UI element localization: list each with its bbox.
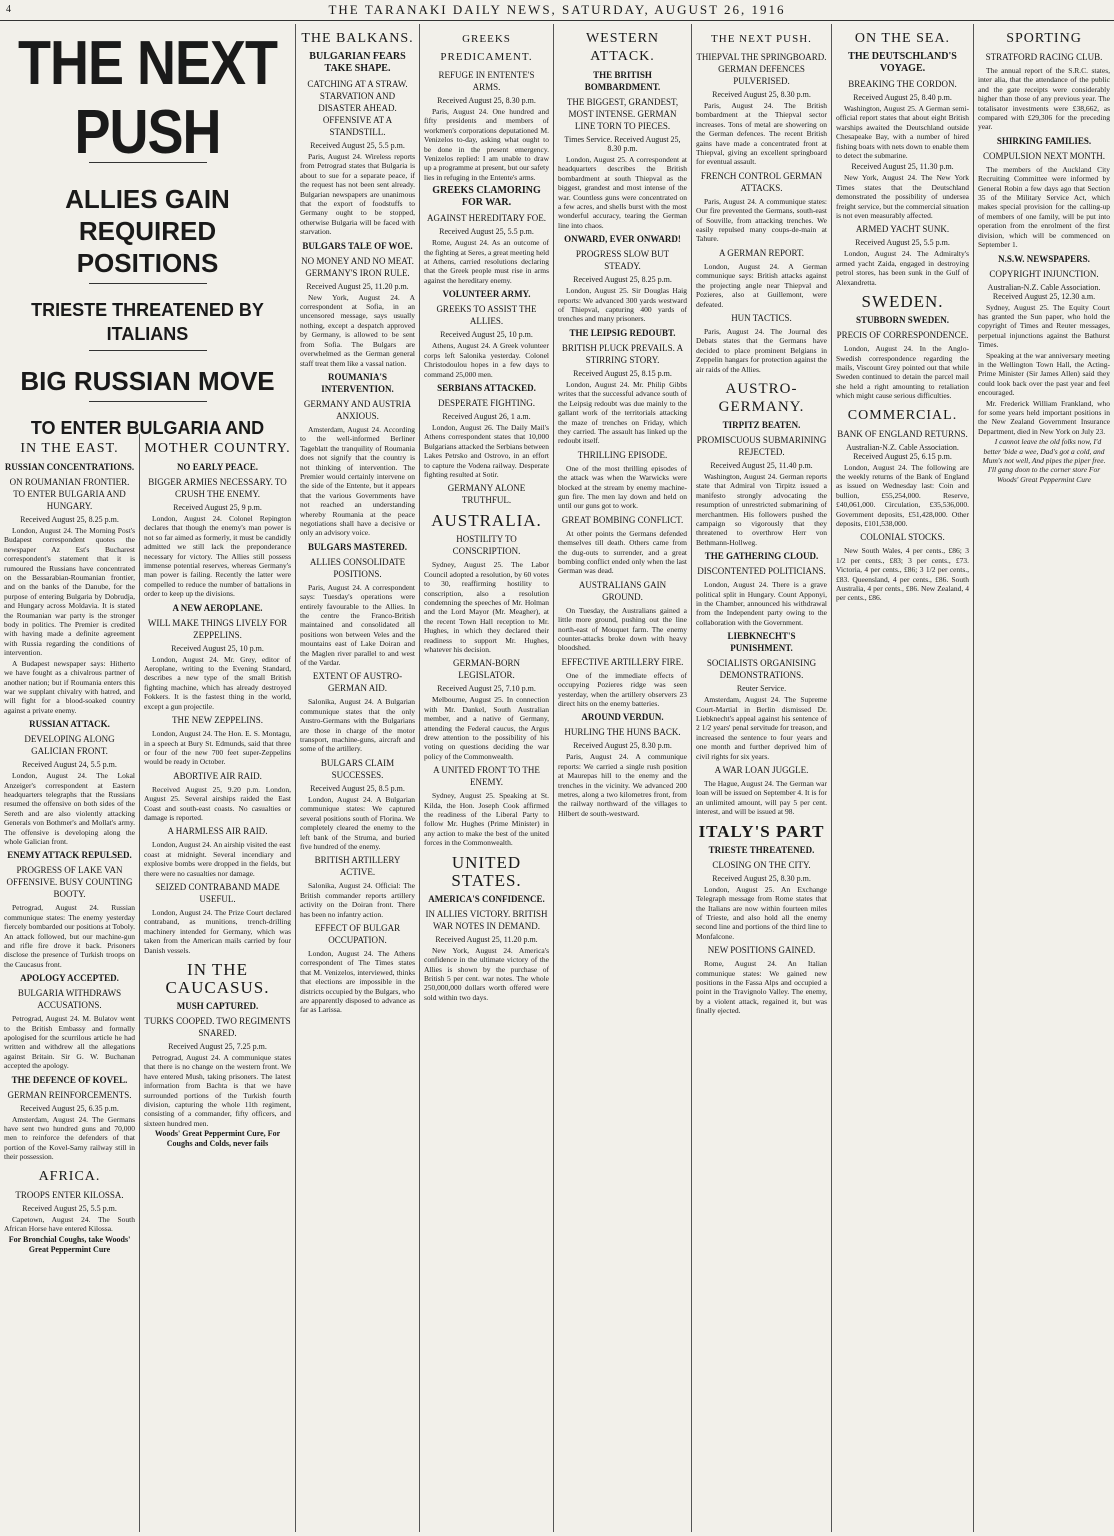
article-heading: AROUND VERDUN. xyxy=(581,712,664,723)
article-body: Received August 25, 9.20 p.m. London, August 25. Several airships raided the East Coast and south-east coasts. No casualties or damage is reported. xyxy=(144,784,291,822)
received-line: Received August 25, 8.30 p.m. xyxy=(437,96,536,105)
article-heading: ENEMY ATTACK REPULSED. xyxy=(7,850,132,861)
article-heading: BULGARIAN FEARS TAKE SHAPE. xyxy=(309,51,406,74)
section-heading: THE NEXT PUSH. xyxy=(711,33,812,45)
article-body: Sydney, August 25. The Labor Council adopted a resolution, by 60 votes to 30, reaffirming hostility to conscription, also a resolution condemning the speeches of Mr. Holman and the Lord Mayor (Mr. Meagher), at the recent Town Hall reception to Mr. Hughes, in which they declared their readiness to support Mr. Hughes, whatever his decision. xyxy=(424,560,549,654)
article-subheading: BIGGER ARMIES NECESSARY. TO CRUSH THE ENEMY. xyxy=(148,477,287,499)
article-body: London, August 25. Sir Douglas Haig reports: We advanced 300 yards westward of Thiepval, capturing 400 yards of trenches and many prisoners. xyxy=(558,286,687,324)
article-body: Melbourne, August 25. In connection with Mr. Dankel, South Australian member, and a native of Germany, attending the Federal caucus, the Argus drew attention to the possibility of his voting on questions deciding the war policy of the Commonwealth. xyxy=(424,695,549,761)
article-body: Petrograd, August 24. Russian communique states: The enemy yesterday fiercely bombarded our positions at Toboly. An attack followed, but our machine-gun and rifle fire drove it back. Prisoners disclose the presence of Turkish troops on the Caucasus front. xyxy=(4,903,135,969)
section-heading: AUSTRALIA. xyxy=(431,511,542,531)
received-line: Received August 25, 9 p.m. xyxy=(173,503,262,512)
column-4 xyxy=(420,24,554,1532)
article-heading: EXTENT OF AUSTRO-GERMAN AID. xyxy=(312,671,403,694)
article-body: Paris, August 24. A correspondent says: Tuesday's operations were entirely favourable to the Allies. In the centre the Franco-British maintained and consolidated all positions won between Veles and the mountains east of Lake Doiran and the Maglen river parallel to and west of the Vardar. xyxy=(300,582,415,668)
main-headline: THE NEXT PUSH xyxy=(17,29,278,167)
article-heading: APOLOGY ACCEPTED. xyxy=(20,973,119,984)
article-heading: THRILLING EPISODE. xyxy=(577,449,668,460)
article-body: Washington, August 24. German reports state that Admiral von Tirpitz issued a manifesto strongly advocating the resumption of unrestricted submarining of merchantmen. His followers pushed the campaign so vigorously that they threatened to overthrow Herr von Bethmann-Hollweg. xyxy=(696,471,827,547)
article-body: Sydney, August 25. The Equity Court has granted the Sun paper, who hold the copyright of Times and Reuter messages, perpetual injunctions against the Bathurst Times. xyxy=(978,302,1110,350)
received-line: Received August 25, 10 p.m. xyxy=(171,643,264,653)
article-body: Petrograd, August 24. A communique states that there is no change on the western front. We have entered Mush, taking prisoners. The latest information from Bachta is that we have surrounded portions of the Turkish fourth division, capturing the whole 11th regiment, consisting of a commander, fifty officers, and sixteen hundred men. xyxy=(144,1053,291,1128)
divider xyxy=(89,350,207,351)
article-subheading: TURKS COOPED. TWO REGIMENTS SNARED. xyxy=(144,1016,291,1038)
article-subheading: COPYRIGHT INJUNCTION. xyxy=(989,268,1099,279)
section-heading: AFRICA. xyxy=(38,1168,101,1184)
article-heading: ONWARD, EVER ONWARD! xyxy=(564,234,681,245)
article-body: Athens, August 24. A Greek volunteer corps left Salonika yesterday. Colonel Christodoulou hopes in a few days to command 25,000 men. xyxy=(424,341,549,379)
article-body: The Hague, August 24. The German war loan will be issued on September 4. It is for an unlimited amount, will pay 5 per cent. interest, and will be issued at 98. xyxy=(696,779,827,817)
received-line: Received August 25, 8.5 p.m. xyxy=(310,783,405,793)
article-subheading: IN ALLIES VICTORY. BRITISH WAR NOTES IN DEMAND. xyxy=(425,908,548,931)
article-heading: COLONIAL STOCKS. xyxy=(860,532,945,543)
article-subheading: BRITISH PLUCK PREVAILS. A STIRRING STORY. xyxy=(561,342,684,365)
article-body: London, August 25. An Exchange Telegraph message from Rome states that the Italians are now within fourteen miles of Trieste, and also hold all the enemy second line and portions of the third line to Monfalcone. xyxy=(696,884,827,941)
article-heading: TIRPITZ BEATEN. xyxy=(722,419,801,430)
received-line: Received August 25, 5.5 p.m. xyxy=(22,1203,117,1213)
article-body: London, August 24. The Admiralty's armed yacht Zaida, engaged in destroying petrol stores, has been sunk in the Gulf of Alexandretta. xyxy=(836,249,969,287)
article-heading: SHIRKING FAMILIES. xyxy=(996,135,1092,146)
article-heading: ROUMANIA'S INTERVENTION. xyxy=(321,371,394,394)
article-body: Amsterdam, August 24. The Supreme Court-Martial in Berlin dismissed Dr. Liebknecht's appeal against his sentence of 2 1/2 years' penal servitude for treason, and increased the sentence to four years and one month and further deprived him of civil rights for six years. xyxy=(696,695,827,761)
received-line: Australian-N.Z. Cable Association. Received August 25, 12.30 a.m. xyxy=(987,282,1101,301)
article-body: Paris, August 24. A communique reports: We carried a single rush position at Maurepas hill to the enemy and the trenches in the vicinity. We advanced 200 metres, along a two kilometres front, from the railway northward of the villages to Hilbert de south-westward. xyxy=(558,752,687,818)
received-line: Received August 25, 8.30 p.m. xyxy=(573,741,672,751)
advertisement-poem: I cannot leave the old folks now, I'd better 'bide a wee, Dad's got a cold, and Mum's not well, And pipes the piper free. I'll gang doon to the corner store For Woods' Great Peppermint Cure xyxy=(982,437,1106,484)
article-heading: SERBIANS ATTACKED. xyxy=(437,382,536,393)
article-body: Paris, August 24. The Journal des Debats states that the Germans have decided to place prominent Belgians in Zeppelin hangars for protection against the air raids of the Allies. xyxy=(696,326,827,374)
advertisement: Woods' Great Peppermint Cure, For Coughs and Colds, never fails xyxy=(154,1129,281,1149)
article-body: London, August 24. The Athens correspondent of The Times states that M. Venizelos, interviewed, thinks that elections are impossible in the districts occupied by the Bulgars, who are apparently disposed to advance as far as Larissa. xyxy=(300,948,415,1015)
article-subheading: GERMAN REINFORCEMENTS. xyxy=(7,1089,132,1100)
article-body: London, August 26. The Daily Mail's Athens correspondent states that 10,000 Bulgarians attacked the Serbians between Lakes Petrsko and Ostrovo, in an effort to capture the Vodena railway. Desperate fighting resulted at Sotir. xyxy=(424,422,549,479)
advertisement: For Bronchial Coughs, take Woods' Great Peppermint Cure xyxy=(8,1234,131,1254)
article-body: One of the immediate effects of occupying Pozieres ridge was seen yesterday, when the artillery observers 23 direct hits on the enemy batteries. xyxy=(558,670,687,709)
article-heading: A UNITED FRONT TO THE ENEMY. xyxy=(433,765,540,788)
article-heading: EFFECT OF BULGAR OCCUPATION. xyxy=(314,922,401,945)
article-body: Petrograd, August 24. M. Bulatov went to the British Embassy and formally apologised for the scurrilous article he had written and withdrew all the allegations against Britain. Sir G. W. Buchanan accepted the apology. xyxy=(4,1014,135,1071)
divider xyxy=(89,401,207,402)
section-heading: SWEDEN. xyxy=(861,292,944,312)
received-line: Received August 25, 11.40 p.m. xyxy=(710,460,813,470)
page-number: 4 xyxy=(6,4,11,15)
article-heading: TRIESTE THREATENED. xyxy=(708,844,815,855)
received-line: Received August 25, 10 p.m. xyxy=(440,330,533,340)
deck-allies: ALLIES GAIN REQUIRED POSITIONS xyxy=(65,184,230,278)
section-heading: UNITED STATES. xyxy=(451,852,522,890)
article-heading: THE NEW ZEPPELINS. xyxy=(171,715,264,726)
article-subheading: PRECIS OF CORRESPONDENCE. xyxy=(836,330,969,341)
article-subheading: AGAINST HEREDITARY FOE. xyxy=(426,213,547,224)
article-body: Paris, August 24. A communique states: Our fire prevented the Germans, south-east of Souville, from attacking trenches. We easily repulsed many coups-de-main at Tahure. xyxy=(696,196,827,244)
article-heading: A GERMAN REPORT. xyxy=(718,247,805,258)
article-body: London, August 24. The Lokal Anzeiger's correspondent at Eastern headquarters telegraphs that the Russians resumed the offensive on both sides of the Sereth and are also violently attacking Generals von Bothmer's and Mollat's army. The offensive is developing along the whole Galician front. xyxy=(4,771,135,846)
article-body: Speaking at the war anniversary meeting in the Wellington Town Hall, the Acting-Prime Minister (Sir James Allen) said they could look back over the past year and feel encouraged. xyxy=(978,350,1110,398)
article-heading: THE GATHERING CLOUD. xyxy=(704,551,819,562)
section-heading: IN THE CAUCASUS. xyxy=(165,960,270,997)
column-6 xyxy=(692,24,832,1532)
article-body: London, August 24. The following are the weekly returns of the Bank of England as issued on Wednesday last: Coin and bullion, £55,254,000. Reserve, £40,061,000. Circulation, £35,536,000. Government deposits, £51,428,000. Other deposits, £101,538,000. xyxy=(836,462,969,528)
article-heading: BULGARS CLAIM SUCCESSES. xyxy=(320,757,395,780)
article-body: London, August 25. A correspondent at headquarters describes the British bombardment at south Thiepval as the biggest, grandest and most intense of the war. Countless guns were concentrated on a few acres, and shells burst with the most wonderful accuracy, tearing the German line into chaos. xyxy=(558,155,687,230)
column-8 xyxy=(974,24,1114,1532)
article-body: Rome, August 24. An Italian communique states: We gained new positions in the Fassa Alps and occupied a point in the Travignolo Valley. The enemy, by a violent attack, regained it, but was finally ejected. xyxy=(696,959,827,1016)
section-heading: MOTHER COUNTRY. xyxy=(144,441,291,456)
article-heading: BRITISH ARTILLERY ACTIVE. xyxy=(314,855,401,878)
article-body: Paris, August 24. Wireless reports from Petrograd states that Bulgaria is about to sue for a separate peace, if the request has not been sent already. Bulgarian newspapers are unanimous that the export of foodstuffs to Germany ought to be stopped, otherwise Bulgaria will be faced with starvation. xyxy=(300,152,415,237)
article-subheading: DESPERATE FIGHTING. xyxy=(437,397,535,408)
article-body: London, August 24. Mr. Philip Gibbs writes that the successful advance south of the Leipsig redoubt was due mainly to the gallant work of the territorials attacking the maze of trenches on Friday, which they carried. The assault has linked up the redoubt itself. xyxy=(558,379,687,446)
article-heading: FRENCH CONTROL GERMAN ATTACKS. xyxy=(700,170,823,193)
article-subheading: SOCIALISTS ORGANISING DEMONSTRATIONS. xyxy=(706,658,817,681)
article-subheading: BULGARIA WITHDRAWS ACCUSATIONS. xyxy=(17,988,122,1011)
column-1 xyxy=(0,434,140,1532)
article-heading: STUBBORN SWEDEN. xyxy=(855,315,950,326)
article-body: The annual report of the S.R.C. states, inter alia, that the attendance of the public and the gate receipts were considerably higher than those of any previous year. The totalisator investments were £38,662, as compared with £29,306 for the preceding year. xyxy=(978,66,1110,132)
article-subheading: PROMISCUOUS SUBMARINING REJECTED. xyxy=(696,434,827,457)
article-body: London, August 24. In the Anglo-Swedish correspondence regarding the mails, Viscount Grey pointed out that while Sweden continued to detain the parcel mail she held a right amounting to retaliation which might cause serious difficulties. xyxy=(836,344,969,401)
column-7 xyxy=(832,24,974,1532)
received-line: Received August 25, 8.25 p.m. xyxy=(20,515,119,524)
article-body: London, August 24. There is a grave political split in Hungary. Count Apponyi, in the Chamber, announced his withdrawal from the Independent party owing to the collaboration with the Government. xyxy=(696,580,827,627)
received-line: Received August 25, 11.20 p.m. xyxy=(435,934,538,944)
column-2 xyxy=(140,434,296,1532)
article-heading: EFFECTIVE ARTILLERY FIRE. xyxy=(561,656,684,667)
article-heading: THE DEFENCE OF KOVEL. xyxy=(11,1074,128,1085)
article-body: Sydney, August 25. Speaking at St. Kilda, the Hon. Joseph Cook affirmed the readiness of the Liberal Party to follow Mr. Hughes (Prime Minister) in any action to make the best of the united forces in the Commonwealth. xyxy=(424,791,549,848)
article-subheading: GREEKS TO ASSIST THE ALLIES. xyxy=(436,304,537,327)
article-heading: GERMANY ALONE TRUTHFUL. xyxy=(447,483,526,506)
received-line: Received August 25, 8.30 p.m. xyxy=(712,90,811,99)
received-line: Received August 25, 6.35 p.m. xyxy=(20,1103,119,1113)
deck-trieste: TRIESTE THREATENED BY ITALIANS xyxy=(31,300,264,344)
article-heading: AMERICA'S CONFIDENCE. xyxy=(428,893,545,904)
article-heading: ABORTIVE AIR RAID. xyxy=(173,770,262,781)
article-heading: N.S.W. NEWSPAPERS. xyxy=(998,253,1090,264)
deck-russian: BIG RUSSIAN MOVE xyxy=(20,366,275,396)
article-heading: AUSTRALIANS GAIN GROUND. xyxy=(578,579,667,602)
main-headline-block xyxy=(0,24,296,434)
article-heading: BULGARS TALE OF WOE. xyxy=(302,240,413,251)
article-heading: GREEKS CLAMORING FOR WAR. xyxy=(432,185,541,209)
article-body: A Budapest newspaper says: Hitherto we have fought as a chivalrous partner of another nation; but if Roumania enters this war we supplant chivalry with hatred, and will fight for a blood-soaked country against a private enemy. xyxy=(4,658,135,715)
article-body: London, August 24. The Morning Post's Budapest correspondent quotes the newspaper Az Est's Bucharest correspondent's statement that it is rumoured the Russians have concentrated on the Bessarabian-Roumanian frontier, and on the banks of the Danube, for the purpose of entering Bulgaria by Dobrudja, and Hungary across Moldavia. It is stated the Roumanian war party is the stronger body in politics. The Premier is credited with having made a definite agreement with Russia regarding the conditions of intervention. xyxy=(4,526,135,658)
article-body: Salonika, August 24. Official: The British commander reports artillery activity on the Doiran front. There has been no infantry action. xyxy=(300,881,415,919)
article-heading: A WAR LOAN JUGGLE. xyxy=(714,765,809,776)
article-subheading: COMPULSION NEXT MONTH. xyxy=(982,150,1106,161)
received-line: Times Service. Received August 25, 8.30 p.m. xyxy=(564,135,681,153)
article-subheading: NO MONEY AND NO MEAT. GERMANY'S IRON RULE. xyxy=(301,255,414,278)
received-line: Received August 25, 8.30 p.m. xyxy=(712,873,811,883)
article-body: At other points the Germans defended themselves till death. Others came from the dug-outs to surrender, and a great bombing conflict ended only when the last German was dead. xyxy=(558,528,687,576)
article-heading: RUSSIAN ATTACK. xyxy=(29,719,110,730)
article-body: Washington, August 25. A German semi-official report states that about eight British warships awaited the Deutschland outside Chesapeake Bay, with a number of hired fishing boats with nets down to enable them to detect the submarine. xyxy=(836,104,969,161)
received-line: Received August 24, 5.5 p.m. xyxy=(22,760,117,770)
article-heading: HUN TACTICS. xyxy=(731,312,792,323)
article-subheading: DISCONTENTED POLITICIANS. xyxy=(697,566,826,577)
article-body: London, August 24. An airship visited the east coast at midnight. Several incendiary and explosive bombs were dropped in the fields, but there were no casualties nor damage. xyxy=(144,840,291,878)
article-subheading: THIEPVAL THE SPRINGBOARD. GERMAN DEFENCES PULVERISED. xyxy=(696,52,827,86)
article-subheading: WILL MAKE THINGS LIVELY FOR ZEPPELINS. xyxy=(147,617,288,640)
article-body: Amsterdam, August 24. The Germans have sent two hundred guns and 70,000 men to reinforce the defenders of that portion of the Kovel-Sarny railway still in their possession. xyxy=(4,1114,135,1162)
article-body: Salonika, August 24. A Bulgarian communique states that the only Austro-Germans with the Bulgarians are those in charge of the motor transport, machine-guns, aircraft and some of the artillery. xyxy=(300,697,415,754)
article-heading: RUSSIAN CONCENTRATIONS. xyxy=(4,462,135,472)
article-body: New York, August 24. America's confidence in the ultimate victory of the Allies is shown by the purchase of British 5 per cent. war notes. The whole 250,000,000 dollars worth offered were sold within two days. xyxy=(424,945,549,1002)
article-body: New South Wales, 4 per cents., £86; 3 1/2 per cents., £83; 3 per cents., £73. Victoria, 4 per cents., £86; 3 1/2 per cents., £83. Queensland, 4 per cents., £86. South Australia, 4 per cents., £86. New Zealand, 4 per cents., £86. xyxy=(836,546,969,603)
section-heading: WESTERN ATTACK. xyxy=(585,31,660,64)
received-line: Received August 25, 7.25 p.m. xyxy=(168,1042,267,1051)
article-body: One of the most thrilling episodes of the attack was when the Warwicks were blocked at the stream by enemy machine-gun fire. The men lay down and held on until our guns got to work. xyxy=(558,463,687,511)
article-subheading: THE BIGGEST, GRANDEST, MOST INTENSE. GERMAN LINE TORN TO PIECES. xyxy=(566,97,679,131)
received-line: Received August 26, 1 a.m. xyxy=(442,411,531,421)
article-subheading: STRATFORD RACING CLUB. xyxy=(985,52,1103,62)
article-heading: THE LEIPSIG REDOUBT. xyxy=(569,327,676,338)
deck-bulgaria: TO ENTER BULGARIA AND xyxy=(30,418,265,434)
divider xyxy=(89,283,207,284)
article-heading: ARMED YACHT SUNK. xyxy=(855,224,950,235)
article-body: Amsterdam, August 24. According to the well-informed Berliner Tageblatt the tranquility of Roumania does not signify that the country is not thinking of intervention. The Premier would certainly intervene on the side of the Entente, but it appears that the various Governments have not reached an understanding whereby Roumania at the peace negotiations shall have a decisive or only an advisory voice. xyxy=(300,424,415,538)
received-line: Received August 25, 8.25 p.m. xyxy=(573,275,672,285)
article-heading: THE DEUTSCHLAND'S VOYAGE. xyxy=(848,51,957,74)
masthead-title: THE TARANAKI DAILY NEWS, SATURDAY, AUGUST 26, 1916 xyxy=(328,2,786,17)
article-heading: GERMAN-BORN LEGISLATOR. xyxy=(452,658,520,681)
received-line: Received August 25, 11.30 p.m. xyxy=(851,162,954,172)
received-line: Received August 25, 11.20 p.m. xyxy=(306,281,409,291)
article-heading: SEIZED CONTRABAND MADE USEFUL. xyxy=(155,881,280,904)
section-heading: AUSTRO-GERMANY. xyxy=(718,380,805,415)
article-heading: A NEW AEROPLANE. xyxy=(172,602,263,613)
article-heading: LIEBKNECHT'S PUNISHMENT. xyxy=(727,631,796,654)
article-subheading: ALLIES CONSOLIDATE POSITIONS. xyxy=(309,556,406,579)
article-subheading: CLOSING ON THE CITY. xyxy=(712,859,811,870)
article-subheading: PROGRESS OF LAKE VAN OFFENSIVE. BUSY COUNTING BOOTY. xyxy=(6,865,133,900)
received-line: Received August 25, 5.5 p.m. xyxy=(310,141,405,150)
received-line: Australian-N.Z. Cable Association. Received August 25, 6.15 p.m. xyxy=(846,442,959,461)
article-heading: NO EARLY PEACE. xyxy=(176,462,259,472)
article-body: Capetown, August 24. The South African Horse have entered Kilossa. xyxy=(4,1214,135,1234)
article-heading: GREAT BOMBING CONFLICT. xyxy=(561,514,684,525)
article-subheading: PROGRESS SLOW BUT STEADY. xyxy=(575,249,670,272)
article-subheading: REFUGE IN ENTENTE'S ARMS. xyxy=(438,70,535,92)
received-line: Reuter Service. xyxy=(736,684,787,694)
article-body: Rome, August 24. As an outcome of the fighting at Seres, a great meeting held at Athens, carried resolutions declaring that the Greek people must rise in arms against the hereditary enemy. xyxy=(424,238,549,285)
section-heading: COMMERCIAL. xyxy=(847,407,958,423)
article-body: London, August 24. The Hon. E. S. Montagu, in a speech at Bury St. Edmunds, said that three or four of the new 700 feet super-Zeppelins would be ready in October. xyxy=(144,729,291,767)
received-line: Received August 25, 8.40 p.m. xyxy=(853,93,952,102)
received-line: Received August 25, 7.10 p.m. xyxy=(437,684,536,694)
column-5 xyxy=(554,24,692,1532)
article-body: On Tuesday, the Australians gained a little more ground, pushing out the line north-east of Mouquet farm. The enemy counter-attacks broke down with heavy bloodshed. xyxy=(558,605,687,653)
article-subheading: DEVELOPING ALONG GALICIAN FRONT. xyxy=(24,734,115,757)
article-body: Paris, August 24. One hundred and fifty presidents and members of workmen's corporations deputationed M. Venizelos to-day, asking what ought to be done in the present emergency. Venizelos replied: I am unable to draw up a programme at present, but our safety lies in refuging in the Entente's arms. xyxy=(424,107,549,182)
masthead xyxy=(0,0,1114,21)
article-body: New York, August 24. The New York Times states that the Deutschland demonstrated the possibility of undersea freight service, but the commercial situation is not even measurably affected. xyxy=(836,173,969,221)
article-subheading: ON ROUMANIAN FRONTIER. TO ENTER BULGARIA AND HUNGARY. xyxy=(9,477,130,511)
article-body: London, August 24. Mr. Grey, editor of Aeroplane, writing to the Evening Standard, describes a new type of the small British fighting machine, which has already destroyed Fokkers. It is the fastest thing in the world, except a gun projectile. xyxy=(144,654,291,711)
article-body: New York, August 24. A correspondent at Sofia, in an uncensored message, says usually nothing, except a despatch approved by Germany, is allowed to be sent from Sofia. The Bulgars are overwhelmed as the German general staff treat them like a vassal nation. xyxy=(300,292,415,368)
received-line: Received August 25, 5.5 p.m. xyxy=(855,238,950,248)
article-body: London, August 24. The Prize Court declared contraband, as munitions, trench-drilling machinery intended for Germany, which was taken from the American mails carried by four Danish vessels. xyxy=(144,907,291,955)
article-body: The members of the Auckland City Recruiting Committee were informed by General Robin a few days ago that Section 35 of the Military Service Act, which makes special provision for the calling-up of members of one family, will be put into operation from the enrolment of the first division, which will be commenced on September 1. xyxy=(978,164,1110,250)
article-body: London, August 24. A Bulgarian communique states: We captured several positions south of Florina. We completely cleared the enemy to the left bank of the Struma, and buried five hundred of the enemy. xyxy=(300,794,415,851)
column-3 xyxy=(296,24,420,1532)
article-heading: MUSH CAPTURED. xyxy=(176,1001,259,1011)
article-subheading: GERMANY AND AUSTRIA ANXIOUS. xyxy=(303,398,412,421)
article-subheading: HURLING THE HUNS BACK. xyxy=(564,727,681,738)
section-heading: ITALY'S PART xyxy=(698,821,825,841)
article-heading: THE BRITISH BOMBARDMENT. xyxy=(584,70,661,92)
section-heading: GREEKS PREDICAMENT. xyxy=(440,33,533,63)
article-heading: A HARMLESS AIR RAID. xyxy=(167,826,268,837)
article-subheading: TROOPS ENTER KILOSSA. xyxy=(15,1189,124,1200)
article-subheading: BANK OF ENGLAND RETURNS. xyxy=(837,428,968,439)
article-body: Mr. Frederick William Frankland, who for some years held important positions in the New Zealand Government Insurance Department, died in New York on July 23. xyxy=(978,398,1110,436)
article-body: London, August 24. Colonel Repington declares that though the enemy's man power is not so far aimed as formerly, it must be candidly admitted we still lack the preponderance necessary for victory. The Allies still possess immense potential reserves, whereas Germany's man power is failing. Recently the latter were compelled to reduce the number of battalions in order to keep up the divisions. xyxy=(144,514,291,599)
section-heading: SPORTING xyxy=(1006,31,1082,46)
article-subheading: HOSTILITY TO CONSCRIPTION. xyxy=(452,534,521,557)
received-line: Received August 25, 8.15 p.m. xyxy=(573,368,672,378)
article-heading: VOLUNTEER ARMY. xyxy=(442,289,531,300)
received-line: Received August 25, 5.5 p.m. xyxy=(439,227,534,237)
article-subheading: CATCHING AT A STRAW. STARVATION AND DISASTER AHEAD. OFFENSIVE AT A STANDSTILL. xyxy=(307,79,408,137)
section-heading: ON THE SEA. xyxy=(854,31,951,46)
article-heading: BULGARS MASTERED. xyxy=(307,541,408,552)
article-heading: NEW POSITIONS GAINED. xyxy=(707,945,816,956)
article-body: London, August 24. A German communique says: British attacks against the projecting angle near Thiepval and Pozieres, also at Guillemont, were defeated. xyxy=(696,261,827,309)
section-heading: IN THE EAST. xyxy=(20,441,119,456)
article-body: Paris, August 24. The British bombardment at the Thiepval sector increases. Tons of metal are showering on the German defences. The recent British gains have made a concentrated front at Thiepval, giving an excellent springboard for eventual assault. xyxy=(696,101,827,167)
article-subheading: BREAKING THE CORDON. xyxy=(848,79,957,89)
section-heading: THE BALKANS. xyxy=(301,31,414,46)
